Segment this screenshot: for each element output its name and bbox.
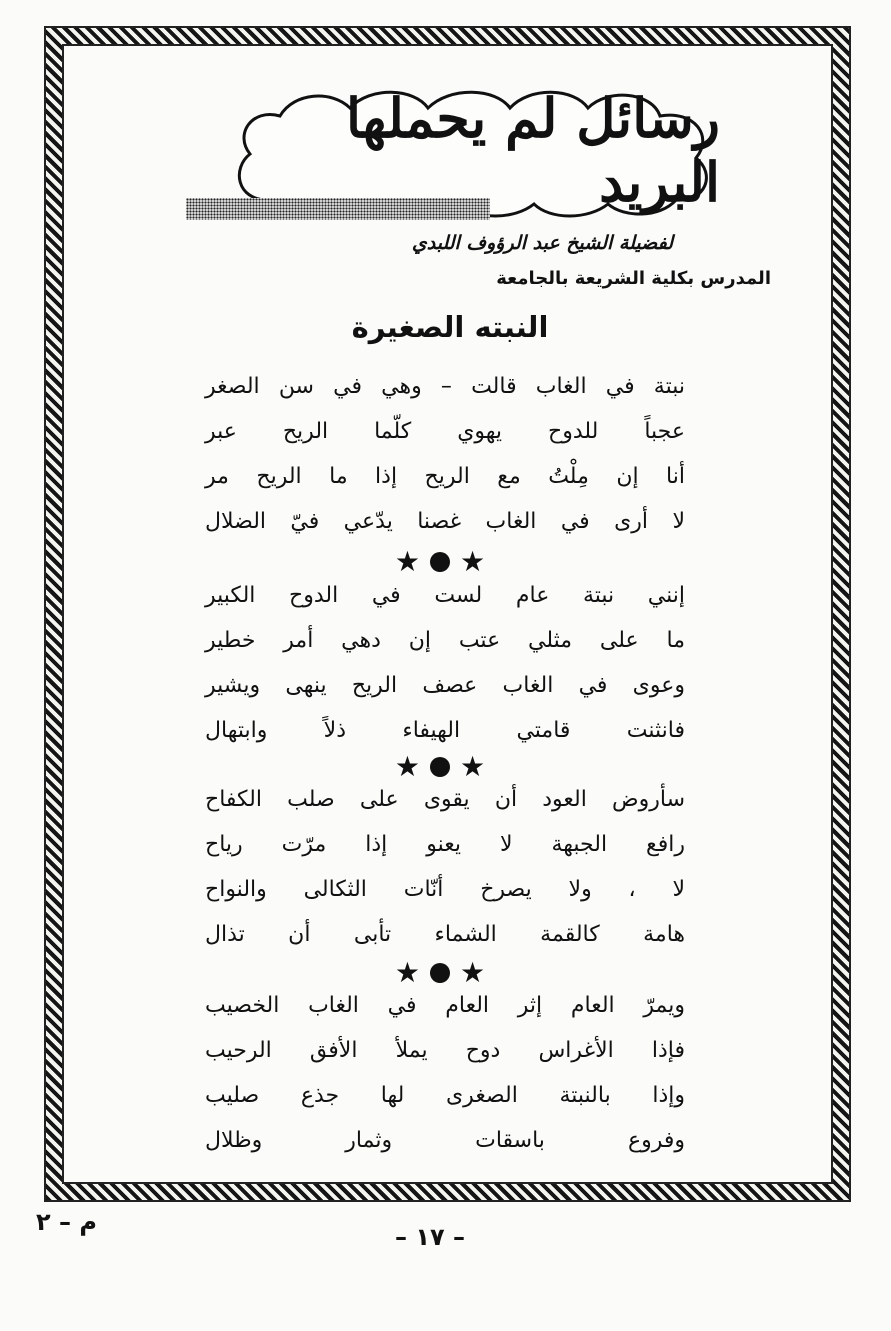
verse-line: وفروع باسقات وثمار وظلال (205, 1128, 685, 1153)
verse-line: لا ، ولا يصرخ أنّات الثكالى والنواح (205, 877, 685, 902)
verse-line: وعوى في الغاب عصف الريح ينهى ويشير (205, 673, 685, 698)
verse-line: نبتة في الغاب قالت – وهي في سن الصغر (205, 374, 685, 399)
verse-line: هامة كالقمة الشماء تأبى أن تذال (205, 922, 685, 947)
star-icon: ★ (394, 956, 420, 989)
bullet-dot-icon (430, 552, 450, 572)
star-icon: ★ (460, 750, 486, 783)
author-line: لفضيلة الشيخ عبد الرؤوف اللبدي (411, 232, 673, 254)
author-affiliation: المدرس بكلية الشريعة بالجامعة (496, 268, 771, 289)
verse-line: أنا إن مِلْتُ مع الريح إذا ما الريح مر (205, 464, 685, 489)
signature-mark: م – ٢ (36, 1208, 97, 1236)
verse-line: رافع الجبهة لا يعنو إذا مرّت رياح (205, 832, 685, 857)
star-icon: ★ (394, 545, 420, 578)
star-icon: ★ (460, 956, 486, 989)
stanza-4 (205, 983, 685, 1163)
verse-line: ما على مثلي عتب إن دهي أمر خطير (205, 628, 685, 653)
bullet-dot-icon (430, 963, 450, 983)
page-title: رسائل لم يحملها البريد (345, 86, 720, 214)
star-icon: ★ (394, 750, 420, 783)
page-number: – ١٧ – (394, 1223, 465, 1251)
verse-line: وإذا بالنبتة الصغرى لها جذع صليب (205, 1083, 685, 1108)
stippled-underline-decoration (186, 198, 490, 220)
stanza-2 (205, 573, 685, 753)
poem-title: النبته الصغيرة (351, 310, 549, 344)
stanza-3 (205, 777, 685, 957)
bullet-dot-icon (430, 757, 450, 777)
verse-line: فانثنت قامتي الهيفاء ذلاً وابتهال (205, 718, 685, 743)
verse-line: ويمرّ العام إثر العام في الغاب الخصيب (205, 993, 685, 1018)
verse-line: عجباً للدوح يهوي كلّما الريح عبر (205, 419, 685, 444)
stanza-1 (205, 364, 685, 544)
verse-line: فإذا الأغراس دوح يملأ الأفق الرحيب (205, 1038, 685, 1063)
verse-line: سأروض العود أن يقوى على صلب الكفاح (205, 787, 685, 812)
verse-line: لا أرى في الغاب غصنا يدّعي فيّ الضلال (205, 509, 685, 534)
verse-line: إنني نبتة عام لست في الدوح الكبير (205, 583, 685, 608)
star-icon: ★ (460, 545, 486, 578)
